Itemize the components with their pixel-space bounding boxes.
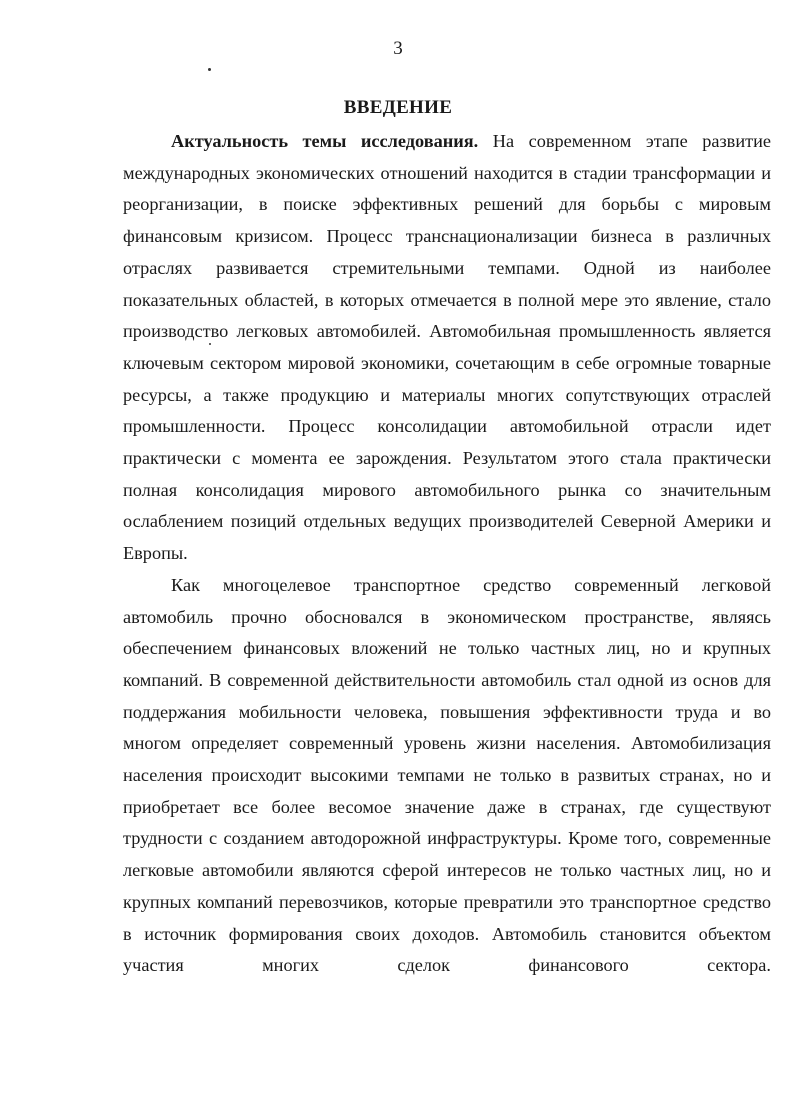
paragraph-text: На современном этапе развитие международных экономических отношений находится в стадии трансформации и реорганизации, в поиске эффективных решений для борьбы с мировым финансовым кризисом. Процесс транснационализации бизнеса в различных отраслях развивается стремительными темпами. Одной из наиболее показательных областей, в которых отмечается в полной мере это явление, стало производство легковых автомобилей. Автомобильная промышленность является ключевым сектором мировой экономики, сочетающим в себе огромные товарные ресурсы, а также продукцию и материалы многих сопутствующих отраслей промышленности. Процесс консолидации автомобильной отрасли идет практически с момента ее зарождения. Результатом этого стала практически полная консолидация мирового автомобильного рынка со значительным ослаблением позиций отдельных ведущих производителей Северной Америки и Европы.: [123, 131, 771, 564]
body-text: [123, 126, 771, 982]
paragraph-1: [123, 126, 771, 570]
paragraph-text: Как многоцелевое транспортное средство современный легковой автомобиль прочно обосновался в экономическом пространстве, являясь обеспечением финансовых вложений не только частных лиц, но и крупных компаний. В современной действительности автомобиль стал одной из основ для поддержания мобильности человека, повышения эффективности труда и во многом определяет современный уровень жизни населения. Автомобилизация населения происходит высокими темпами не только в развитых странах, но и приобретает все более весомое значение даже в странах, где существуют трудности с созданием автодорожной инфраструктуры. Кроме того, современные легковые автомобили являются сферой интересов не только частных лиц, но и крупных компаний перевозчиков, которые превратили это транспортное средство в источник формирования своих доходов. Автомобиль становится объектом участия многих сделок финансового сектора.: [123, 574, 771, 976]
page-number: 3: [393, 38, 403, 59]
scan-speck: [208, 68, 211, 71]
paragraph-2: [123, 570, 771, 982]
paragraph-lead: Актуальность темы исследования.: [171, 131, 479, 151]
section-title: ВВЕДЕНИЕ: [343, 97, 453, 118]
